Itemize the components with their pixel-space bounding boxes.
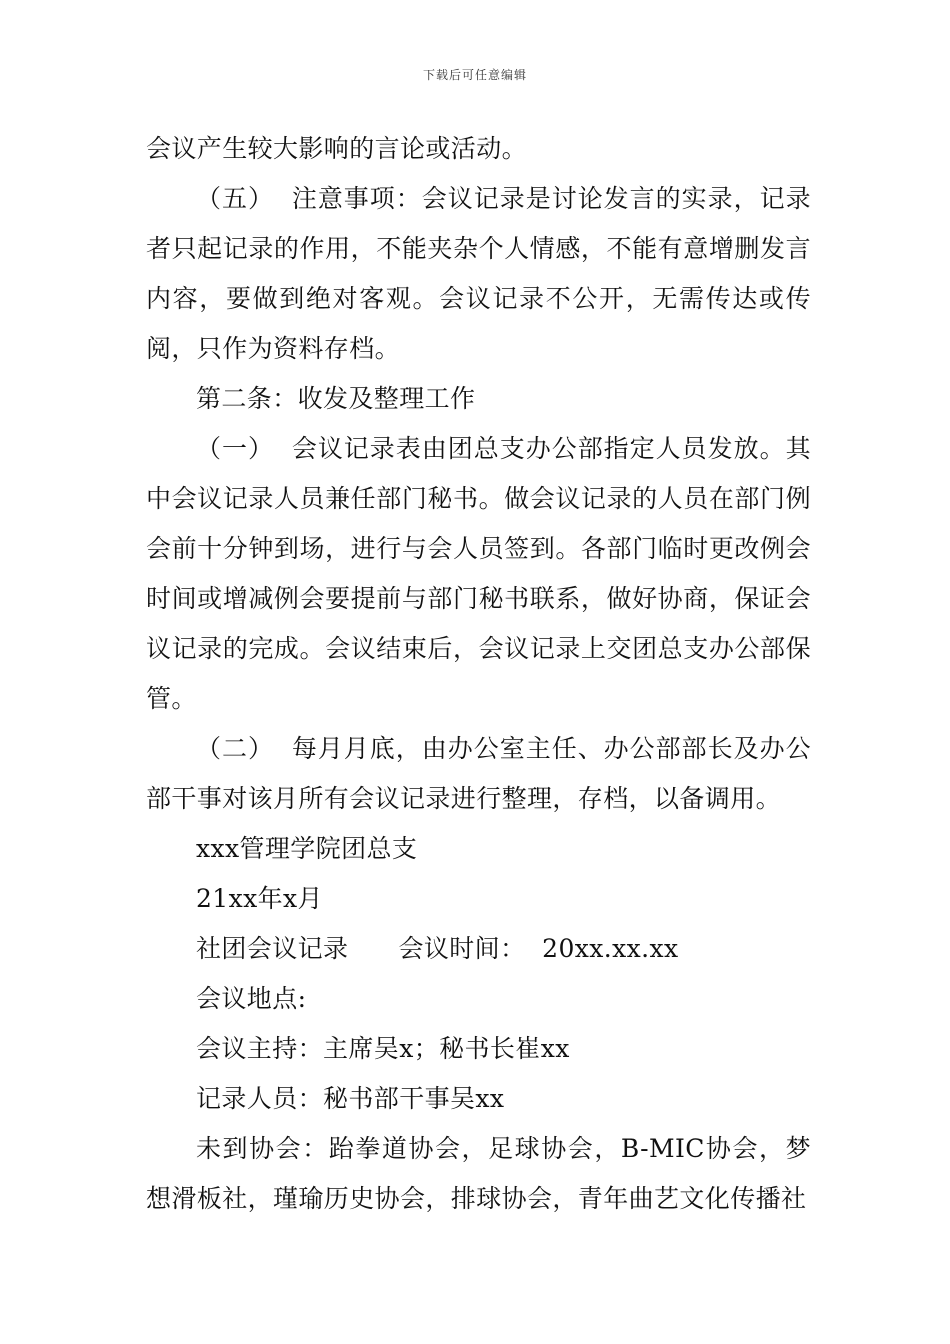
document-body	[146, 124, 811, 1224]
meeting-host: 会议主持：主席吴x；秘书长崔xx	[196, 1034, 570, 1063]
signature-org: xxx管理学院团总支	[196, 834, 418, 863]
meeting-recorder: 记录人员：秘书部干事吴xx	[196, 1084, 505, 1113]
meeting-location: 会议地点:	[196, 984, 307, 1013]
header-note: 下载后可任意编辑	[422, 68, 527, 82]
paragraph-item-two: （二） 每月月底，由办公室主任、办公部部长及办公部干事对该月所有会议记录进行整理，存档，以备调用。	[146, 734, 811, 813]
article-two-heading: 第二条：收发及整理工作	[196, 384, 476, 413]
meeting-record-title: 社团会议记录 会议时间： 20xx.xx.xx	[196, 934, 679, 963]
paragraph-notes: （五） 注意事项：会议记录是讨论发言的实录，记录者只起记录的作用，不能夹杂个人情感，不能有意增删发言内容，要做到绝对客观。会议记录不公开，无需传达或传阅，只作为资料存档。	[146, 184, 811, 363]
paragraph-1: 会议产生较大影响的言论或活动。	[146, 134, 528, 163]
signature-date: 21xx年x月	[196, 884, 323, 913]
absent-associations: 未到协会：跆拳道协会，足球协会，B-MIC协会，梦想滑板社，瑾瑜历史协会，排球协会，青年曲艺文化传播社	[146, 1134, 811, 1213]
paragraph-item-one: （一） 会议记录表由团总支办公部指定人员发放。其中会议记录人员兼任部门秘书。做会议记录的人员在部门例会前十分钟到场，进行与会人员签到。各部门临时更改例会时间或增减例会要提前与部门秘书联系，做好协商，保证会议记录的完成。会议结束后，会议记录上交团总支办公部保管。	[146, 434, 811, 713]
